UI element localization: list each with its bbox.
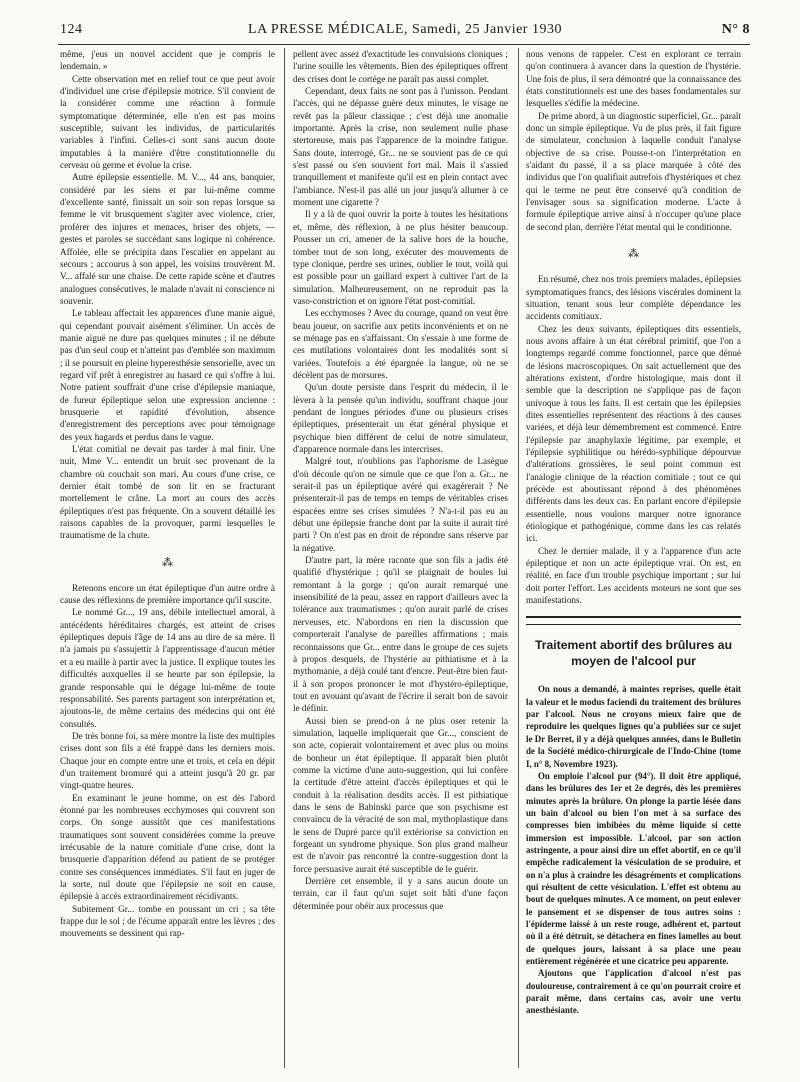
paragraph: On nous a demandé, à maintes reprises, quelle était la valeur et le modus faciendi du traitement des brûlures par l'alcool. Nous ne croyons mieux faire que de reproduire les quelques lignes qu'a publiées sur ce sujet le Dr Berret, il y a déjà quelques années, dans le Bulletin de la Société médico-chirurgicale de l'Indo-Chine (tome I, n° 8, Novembre 1923).: [526, 684, 741, 769]
paragraph: nous venons de rappeler. C'est en explorant ce terrain qu'on continuera à avancer dans la question de l'hystérie. Une fois de plus, il sera démontré que la connaissance des états constitutionnels est une des bases fondamentales sur lesquelles s'édifie la médecine.: [526, 49, 741, 109]
paragraph: Derrière cet ensemble, il y a sans aucun doute un terrain, car il faut qu'un sujet soit bâti d'une façon déterminée pour obéir aux processus que: [293, 876, 508, 911]
paragraph: Ajoutons que l'application d'alcool n'est pas douloureuse, contrairement à ce qu'on pourrait croire et paraît même, dans certains cas, avoir une vertu anesthésiante.: [526, 968, 741, 1016]
article-title: Traitement abortif des brûlures au moyen de l'alcool pur: [534, 638, 733, 669]
page-header: [60, 22, 750, 42]
column-2: [293, 48, 508, 1068]
paragraph: Aussi bien se prend-on à ne plus oser retenir la simulation, laquelle impliquerait que Gr..., conscient de son acte, copierait volontairement et avec plus ou moins de bonheur un état épileptique. Il apparaît bien plutôt comme la victime d'une auto-suggestion, qui lui confère la certitude d'être atteint d'accès épileptiques et qui le conduit à la réalisation desdits accès. Il est pithiatique dans le sens de Babinski parce que son psychisme est convaincu de la véracité de son mal, mythoplastique dans le sens de Dupré parce qu'il extériorise sa conviction en forgeant un syndrome physique. Son plus grand malheur est de n'avoir pas rencontré la contre-suggestion dont la force persuasive aurait été susceptible de le guérir.: [293, 715, 508, 874]
paragraph: Malgré tout, n'oublions pas l'aphorisme de Lasègue d'où découle qu'on ne simule que ce que l'on a. Gr... ne serait-il pas un épileptique avéré qui exagérerait ? Ne présenterait-il pas de temps en temps de véritables crises espacées entre ses crises simulées ? N'a-t-il pas eu au début une épilepsie franche dont par la suite il aurait tiré parti ? On n'est pas en droit de répondre sans réserve par la négative.: [293, 456, 508, 553]
column-1: [60, 48, 275, 1068]
journal-title: LA PRESSE MÉDICALE, Samedi, 25 Janvier 1930: [248, 22, 562, 37]
article-separator: [526, 624, 741, 625]
header-rule: [58, 44, 750, 45]
issue-number: N° 8: [721, 22, 750, 37]
paragraph: Il y a là de quoi ouvrir la porte à toutes les hésitations et, même, dès réflexion, à ne plus hésiter beaucoup. Pousser un cri, amener de la salive hors de la bouche, tomber tout de son long, exécuter des mouvements de type clonique, perdre ses urines, oublier le tout, voilà qui est possible pour un gaillard expert à cultiver l'art de la simulation. Malheureusement, on ne reproduit pas la vaso-constriction et on ignore l'état post-comitial.: [293, 209, 508, 306]
section-stars: ⁂: [162, 556, 173, 569]
paragraph: L'état comitial ne devait pas tarder à mal finir. Une nuit, Mme V... entendit un bruit sec provenant de la chambre où couchait son mari. Au cours d'une crise, ce dernier était tombé de son lit en se fracturant mortellement le crâne. La mort au cours des accès épileptiques n'est pas fréquente. On a souvent détaillé les raisons capables de la provoquer, parmi lesquelles le traumatisme de la chute.: [60, 444, 275, 541]
article-separator: [526, 616, 741, 618]
paragraph: Les ecchymoses ? Avec du courage, quand on veut être beau joueur, on sacrifie aux petits inconvénients et on ne se ménage pas en s'affaissant. On s'essaie à une forme de ces mutilations volontaires dont les modalités sont si variées. Toutefois a été épargnée la langue, où ne se décèlent pas de morsures.: [293, 308, 508, 380]
column-3: [526, 48, 741, 1070]
column-divider: [284, 48, 285, 1068]
paragraph: Cette observation met en relief tout ce que peut avoir d'individuel une crise d'épilepsie motrice. S'il convient de la considérer comme une réaction à formule symptomatique déterminée, elle n'en est pas moins susceptible, suivant les individus, de particularités variables à l'infini. Celles-ci sont sans aucun doute imputables à la manière d'être constitutionnelle du cerveau où germe et évolue la crise.: [60, 73, 275, 171]
page-number: 124: [60, 22, 83, 37]
paragraph: En examinant le jeune homme, on est dès l'abord étonné par les nombreuses ecchymoses qui couvrent son corps. On songe aussitôt que ces manifestations traumatiques sont souvent considérées comme la preuve irrécusable de la nature comitiale d'une crise, dont la brusquerie d'apparition défend au patient de se protéger contre ses conséquences immédiates. S'il faut en juger de la sorte, nul doute que l'épilepsie ne soit en cause, épilepsie à accès extraordinairement récidivants.: [60, 792, 275, 902]
section-stars: ⁂: [628, 248, 639, 261]
paragraph: Le nommé Gr..., 19 ans, débile intellectuel amoral, à antécédents héréditaires chargés, est atteint de crises épileptiques depuis l'âge de 14 ans au dire de sa mère. Il n'a jamais pu s'assujettir à l'apprentissage d'aucun métier et a eu maille à partir avec la justice. Il explique toutes les difficultés auxquelles il se heurte par son épilepsie, la grande responsable qui le dégage lui-même de toute responsabilité. Ses parents partagent son interprétation et, ajoutons-le, de même certains des médecins qui ont été consultés.: [60, 607, 275, 729]
paragraph: Cependant, deux faits ne sont pas à l'unisson. Pendant l'accès, qui ne dépasse guère deux minutes, le visage ne revêt pas la pâleur classique ; c'est déjà une anomalie importante. Après la crise, non seulement nulle phase stertoreuse, mais pas l'apparence de la moindre fatigue. Sans doute, interrogé, Gr... ne se souvient pas de ce qui s'est passé ou s'en souvient fort mal. Mais il s'assied tranquillement et manifeste qu'il est en plein contact avec l'ambiance. N'est-il pas allé un jour jusqu'à allumer à ce moment une cigarette ?: [293, 86, 508, 208]
paragraph: De prime abord, à un diagnostic superficiel, Gr... paraît donc un simple épileptique. Vu de plus près, il fait figure de simulateur, conclusion à laquelle conduit l'analyse objective de sa crise. Pousse-t-on l'interprétation en s'aidant du passé, il a sa place marquée à côté des individus que l'on qualifiait autrefois d'hystériques et chez qui le terme ne peut être conservé qu'à condition de l'envisager sous sa signification moderne. L'acte à formule épileptique arrive ainsi à n'occuper qu'une place de second plan, derrière l'état mental qui le conditionne.: [526, 110, 741, 232]
paragraph: pellent avec assez d'exactitude les convulsions cloniques ; l'urine souille les vêtements. Bien des épileptiques offrent des crises dont le cortège ne paraît pas aussi complet.: [293, 49, 508, 84]
paragraph: De très bonne foi, sa mère montre la liste des multiples crises dont son fils a été frappé dans les derniers mois. Chaque jour en compte entre une et trois, et cela en dépit d'un traitement bromuré qui a atteint jusqu'à 20 gr. par vingt-quatre heures.: [60, 730, 275, 791]
paragraph: Retenons encore un état épileptique d'un autre ordre à cause des réflexions de première importance qu'il suscite.: [60, 582, 275, 606]
article-body: [526, 683, 741, 1016]
paragraph: Subitement Gr... tombe en poussant un cri ; sa tête frappe dur le sol ; de l'écume apparaît entre les lèvres ; des mouvements se dessinent qui rap-: [60, 903, 275, 939]
paragraph: D'autre part, la mère raconte que son fils a jadis été qualifié d'hystérique ; qu'il se plaignait de boules lui remontant à la gorge ; qu'on aurait remarqué une insensibilité de la peau, assez en rapport d'ailleurs avec la tolérance aux traumatismes ; qu'on aurait parlé de crises nerveuses, etc. N'abordons en rien la discussion que comporterait l'analyse de pareilles affirmations ; mais reconnaissons que Gr... entre dans le groupe de ces sujets à propos desquels, de l'hystérie au pithiatisme et à la mythomanie, a déjà coulé tant d'encre. Peut-être bien faut-il à son propos prononcer le mot d'hystéro-épileptique, tout en avouant qu'avant de l'écrire il serait bon de savoir le définir.: [293, 555, 508, 714]
paragraph: Le tableau affectait les apparences d'une manie aiguë, qui cependant pouvait aisément s'éliminer. Un accès de manie aiguë ne dure pas quelques minutes ; il ne débute pas d'un seul coup et n'atteint pas d'emblée son maximum ; il se poursuit en pleine hyperesthésie sensorielle, avec un regard vif prêt à enregistrer au hasard ce qui s'offre à lui. Notre patient souffrait d'une crise d'épilepsie maniaque, de fureur épileptique selon une expression ancienne : brusquerie et rapidité d'évolution, absence d'enregistrement des perceptions avec pour témoignage des yeux hagards et perdus dans le vague.: [60, 308, 275, 442]
paragraph: On emploie l'alcool pur (94°). Il doit être appliqué, dans les brûlures des 1er et 2e degrés, dès les premières minutes après la brûlure. On plonge la partie lésée dans un bain d'alcool ou bien l'on met à sa surface des compresses bien imbibées du même liquide si cette immersion est impossible. L'alcool, par son action astringente, a pour ainsi dire un effet abortif, en ce qu'il empêche radicalement la vésiculation de se produire, et on n'a plus à craindre les désagréments et complications qui résultent de cette vésiculation. L'effet est obtenu au bout de quelques minutes. A ce moment, on peut enlever le pansement et se dispenser de tous autres soins : l'épiderme laissé à un reste rouge, adhérent et, partout où il a été détruit, se détachera en fines lamelles au bout de quelques jours, laissant à sa place une peau entièrement régénérée et une cicatrice peu apparente.: [526, 770, 741, 966]
paragraph: Chez les deux suivants, épileptiques dits essentiels, nous avons affaire à un état cérébral primitif, que l'on a longtemps regardé comme fonctionnel, parce que dénué de lésions macroscopiques. On sait actuellement que des altérations existent, d'ordre histologique, mais dont il semble que la description ne s'applique pas de façon univoque à tous les faits. Il est certain que les épilepsies dites essentielles représentent des réactions à des causes variées, et déjà leur démembrement est commencé. Entre l'épilepsie par anaphylaxie légitime, par exemple, et l'épilepsie syphilitique ou hérédo-syphilique dépourvue d'altérations grossières, le seul point commun est l'analogie clinique de la réaction comitiale ; tout ce qui précède est aboutissant répond à des phénomènes différents dans les deux cas. En parlant encore d'épilepsie essentielle, nous voulons marquer notre ignorance étiologique et pathogénique, comme dans les cas relatés ici.: [526, 323, 741, 544]
paragraph: En résumé, chez nos trois premiers malades, épilepsies symptomatiques francs, des lésions viscérales dominent la situation, tenant sous leur complète dépendance les accidents comitiaux.: [526, 274, 741, 322]
paragraph: Autre épilepsie essentielle. M. V..., 44 ans, banquier, considéré par les siens et par lui-même comme d'excellente santé, finissait un soir son repas lorsque sa femme le vit brusquement s'agiter avec violence, crier, proférer des injures et menaces, briser des objets, — gestes et paroles se succédant sans logique ni cohérence. Affolée, elle se précipita dans l'escalier en appelant au secours ; accourus à son appel, les voisins trouvèrent M. V... affalé sur une chaise. De cette rapide scène et d'autres analogues consécutives, le malade n'avait ni conscience ni souvenir.: [60, 172, 275, 306]
paragraph: même, j'eus un nouvel accident que je compris le lendemain. »: [60, 49, 275, 72]
paragraph: Qu'un doute persiste dans l'esprit du médecin, il le lèvera à la pensée qu'un individu, souffrant chaque jour pendant de longues périodes d'une ou plusieurs crises épileptiques, présenterait un état général physique et psychique bien différent de celui de notre simulateur, d'apparence normale dans les intercrises.: [293, 382, 508, 454]
paragraph: Chez le dernier malade, il y a l'apparence d'un acte épileptique et non un acte épileptique vrai. On est, en réalité, en face d'un trouble psychique important ; sur lui doit porter l'effort. Les accidents moteurs ne sont que ses manifestations.: [526, 545, 741, 606]
column-divider: [518, 48, 519, 1068]
